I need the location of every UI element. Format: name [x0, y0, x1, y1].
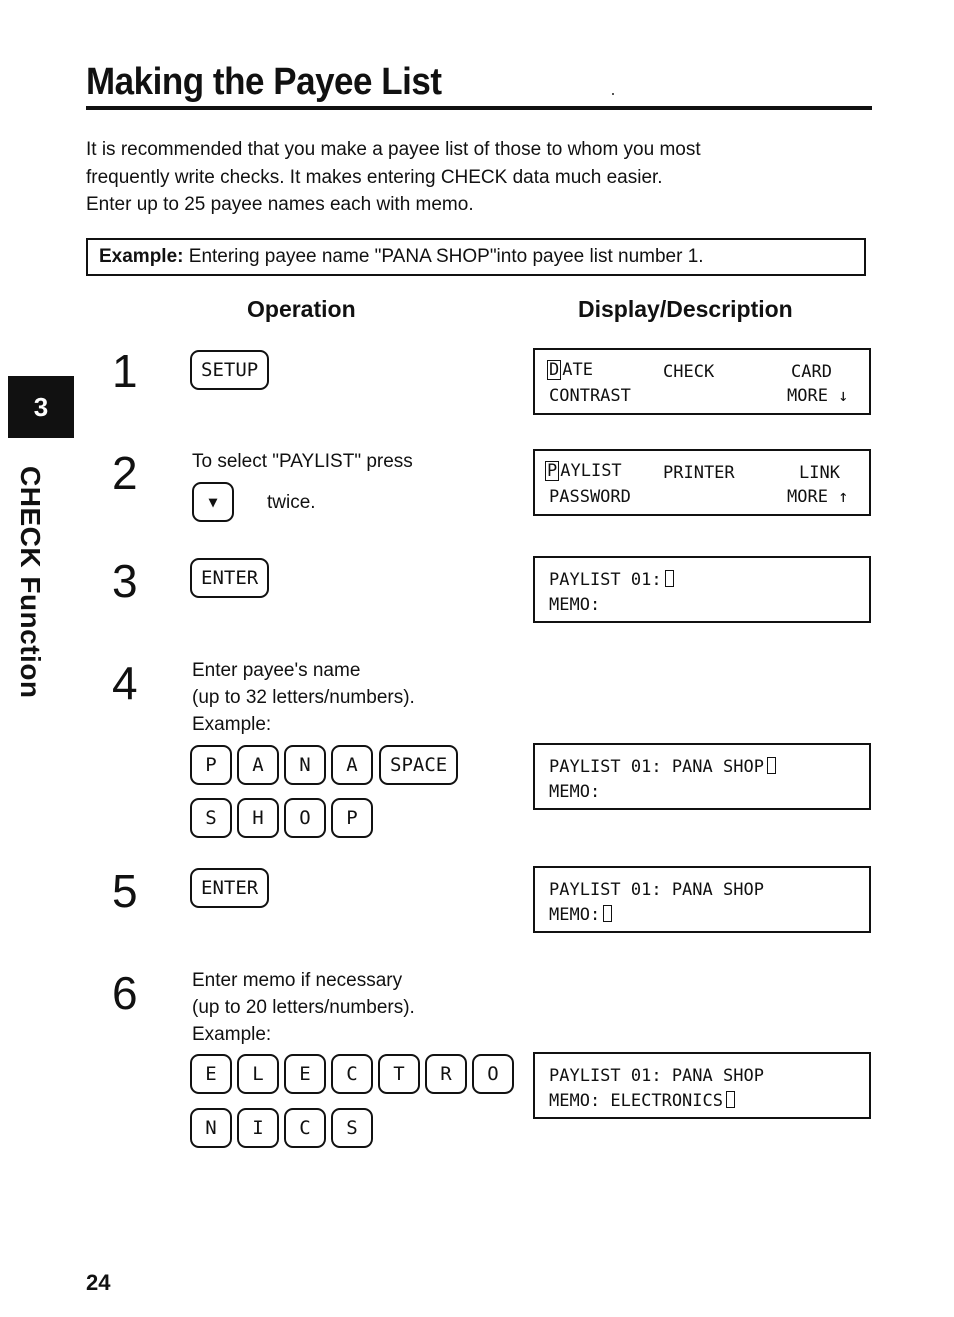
- display-text: PRINTER: [663, 463, 735, 483]
- intro-paragraph: [86, 136, 701, 219]
- display-panel: [533, 866, 871, 933]
- display-panel: [533, 556, 871, 623]
- n-key[interactable]: N: [284, 745, 326, 785]
- instruction-line: Example:: [192, 714, 272, 735]
- step-instruction: twice.: [267, 492, 316, 513]
- display-text: MORE ↑: [787, 487, 849, 507]
- step-instruction: To select "PAYLIST" press: [192, 451, 413, 472]
- display-line: [547, 360, 593, 380]
- step-instruction: [192, 967, 415, 1048]
- display-line: [549, 757, 776, 777]
- stray-mark: [612, 93, 614, 95]
- p-key[interactable]: P: [190, 745, 232, 785]
- display-text: PAYLIST 01:: [549, 570, 662, 590]
- instruction-line: (up to 20 letters/numbers).: [192, 997, 415, 1018]
- intro-line: Enter up to 25 payee names each with memo.: [86, 194, 474, 215]
- s-key[interactable]: S: [331, 1108, 373, 1148]
- t-key[interactable]: T: [378, 1054, 420, 1094]
- space-key[interactable]: SPACE: [379, 745, 458, 785]
- enter-key[interactable]: ENTER: [190, 868, 269, 908]
- cursor: P: [547, 461, 558, 481]
- example-label: Example:: [99, 246, 184, 267]
- l-key[interactable]: L: [237, 1054, 279, 1094]
- display-text: PASSWORD: [549, 487, 631, 507]
- display-line: [549, 570, 674, 590]
- display-panel: [533, 1052, 871, 1119]
- page-number: 24: [86, 1270, 111, 1295]
- step-number: 6: [112, 967, 138, 1019]
- display-text: CHECK: [663, 362, 715, 382]
- cursor: [767, 757, 776, 774]
- setup-key[interactable]: SETUP: [190, 350, 269, 390]
- chapter-title: CHECK Function: [15, 466, 46, 699]
- instruction-line: (up to 32 letters/numbers).: [192, 687, 415, 708]
- cursor: [603, 905, 612, 922]
- c-key[interactable]: C: [331, 1054, 373, 1094]
- display-line: [549, 905, 612, 925]
- cursor: D: [549, 360, 560, 380]
- display-text: MEMO: ELECTRONICS: [549, 1091, 723, 1111]
- display-text: CONTRAST: [549, 386, 631, 406]
- instruction-line: Enter memo if necessary: [192, 970, 403, 991]
- step-instruction: [192, 657, 415, 738]
- n-key[interactable]: N: [190, 1108, 232, 1148]
- instruction-line: Enter payee's name: [192, 660, 361, 681]
- o-key[interactable]: O: [472, 1054, 514, 1094]
- instruction-line: Example:: [192, 1024, 272, 1045]
- display-panel: [533, 449, 871, 516]
- step-number: 5: [112, 865, 138, 917]
- r-key[interactable]: R: [425, 1054, 467, 1094]
- p-key[interactable]: P: [331, 798, 373, 838]
- a-key[interactable]: A: [237, 745, 279, 785]
- display-line: [545, 461, 622, 481]
- display-text: CARD: [791, 362, 832, 382]
- display-text: MORE ↓: [787, 386, 849, 406]
- display-text: AYLIST: [560, 461, 622, 481]
- e-key[interactable]: E: [284, 1054, 326, 1094]
- cursor: [665, 570, 674, 587]
- step-number: 3: [112, 555, 138, 607]
- e-key[interactable]: E: [190, 1054, 232, 1094]
- a-key[interactable]: A: [331, 745, 373, 785]
- step-number: 2: [112, 447, 138, 499]
- title-rule: [86, 106, 872, 110]
- display-text: ATE: [562, 360, 593, 380]
- display-text: PAYLIST 01: PANA SHOP: [549, 757, 764, 777]
- display-text: LINK: [799, 463, 840, 483]
- example-text: Entering payee name "PANA SHOP"into payee list number 1.: [188, 246, 704, 267]
- c-key[interactable]: C: [284, 1108, 326, 1148]
- display-text: PAYLIST 01: PANA SHOP: [549, 1066, 764, 1086]
- display-text: MEMO:: [549, 595, 601, 615]
- o-key[interactable]: O: [284, 798, 326, 838]
- display-text: PAYLIST 01: PANA SHOP: [549, 880, 764, 900]
- page-title: Making the Payee List: [86, 61, 442, 103]
- enter-key[interactable]: ENTER: [190, 558, 269, 598]
- step-number: 1: [112, 345, 138, 397]
- display-heading: Display/Description: [578, 296, 793, 322]
- operation-heading: Operation: [247, 296, 356, 322]
- step-number: 4: [112, 657, 138, 709]
- h-key[interactable]: H: [237, 798, 279, 838]
- display-panel: [533, 348, 871, 415]
- display-text: MEMO:: [549, 905, 601, 925]
- chapter-number: 3: [33, 392, 49, 422]
- cursor: [726, 1091, 735, 1108]
- s-key[interactable]: S: [190, 798, 232, 838]
- display-line: [549, 1091, 735, 1111]
- intro-line: frequently write checks. It makes entering CHECK data much easier.: [86, 166, 663, 188]
- display-text: MEMO:: [549, 782, 601, 802]
- display-panel: [533, 743, 871, 810]
- intro-line: It is recommended that you make a payee list of those to whom you most: [86, 139, 701, 160]
- example-box: [86, 238, 866, 276]
- down-arrow-key[interactable]: ▼: [192, 482, 234, 522]
- i-key[interactable]: I: [237, 1108, 279, 1148]
